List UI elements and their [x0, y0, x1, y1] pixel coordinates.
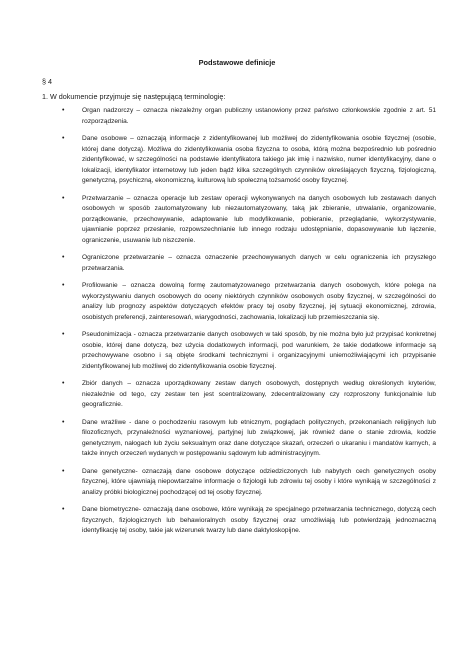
definition-item-restricted-processing [60, 253, 436, 274]
page-title: Podstawowe definicje [198, 58, 276, 67]
bullet-icon: • [62, 282, 65, 289]
definition-item-processing [60, 194, 436, 247]
bullet-icon: • [62, 380, 65, 387]
definition-text: Dane wrażliwe - dane o pochodzeniu rasowym lub etnicznym, poglądach politycznych, przekonaniach religijnych lub filozoficznych, przynależności wyznaniowej, partyjnej lub związkowej, jak również dane o stanie zdrowia, kodzie genetycznym, nałogach lub życiu seksualnym oraz dane dotyczące skazań, orzeczeń o ukaraniu i mandatów karnych, a także innych orzeczeń wydanych w postępowaniu sądowym lub administracyjnym. [82, 418, 436, 457]
definition-text: Dane osobowe – oznaczają informacje z zidentyfikowanej lub możliwej do zidentyfikowania osobie fizycznej (osobie, której dane dotyczą). Możliwa do zidentyfikowania osoba fizyczna to osoba, którą można bezpośrednio lub pośrednio zidentyfikować, w szczególności na podstawie identyfikatora takiego jak imię i nazwisko, numer identyfikacyjny, dane o lokalizacji, identyfikator internetowy lub jeden bądź kilka szczególnych czynników określających fizyczną, fizjologiczną, genetyczną, psychiczną, ekonomiczną, kulturową lub społeczną tożsamość osoby fizycznej. [82, 135, 436, 184]
bullet-icon: • [62, 107, 65, 114]
definition-item-pseudonymisation [60, 330, 436, 372]
definition-text: Dane biometryczne- oznaczają dane osobowe, które wynikają ze specjalnego przetwarzania technicznego, dotyczą cech fizycznych, fizjologicznych lub behawioralnych osoby fizycznej oraz umożliwiają lub potwierdzają jednoznaczną identyfikację tej osoby, takie jak wizerunek twarzy lub dane daktyloskopijne. [82, 506, 436, 534]
definition-item-data-set [60, 379, 436, 411]
definition-item-genetic-data [60, 467, 436, 499]
definitions-list [60, 106, 436, 544]
bullet-icon: • [62, 254, 65, 261]
definition-item-personal-data [60, 134, 436, 187]
definition-text: Zbiór danych – oznacza uporządkowany zestaw danych osobowych, dostępnych według określonych kryteriów, niezależnie od tego, czy zestaw ten jest scentralizowany, zdecentralizowany czy rozproszony funkcjonalnie lub geograficznie. [82, 380, 436, 408]
definition-text: Profilowanie – oznacza dowolną formę zautomatyzowanego przetwarzania danych osobowych, które polega na wykorzystywaniu danych osobowych do oceny niektórych czynników osobowych osoby fizycznej, w szczególności do analizy lub prognozy aspektów dotyczących efektów pracy tej osoby fizycznej, jej sytuacji ekonomicznej, zdrowia, osobistych preferencji, zainteresowań, wiarygodności, zachowania, lokalizacji lub przemieszczania się. [82, 282, 436, 321]
definition-text: Przetwarzanie – oznacza operacje lub zestaw operacji wykonywanych na danych osobowych lub zestawach danych osobowych w sposób zautomatyzowany lub niezautomatyzowany, taką jak zbieranie, utrwalanie, organizowanie, porządkowanie, przechowywanie, adaptowanie lub modyfikowanie, pobieranie, przeglądanie, wykorzystywanie, ujawnianie poprzez przesłanie, rozpowszechnianie lub innego rodzaju udostępnianie, dopasowywanie lub łączenie, ograniczenie, usuwanie lub niszczenie. [82, 194, 436, 244]
bullet-icon: • [62, 331, 65, 338]
definition-text: Pseudonimizacja - oznacza przetwarzanie danych osobowych w taki sposób, by nie można było już przypisać konkretnej osobie, której dane dotyczą, bez użycia dodatkowych informacji, pod warunkiem, że takie dodatkowe informacje są przechowywane osobno i są objęte środkami technicznymi i organizacyjnymi uniemożliwiającymi ich przypisanie zidentyfikowanej lub możliwej do zidentyfikowania osobie fizycznej. [82, 331, 436, 370]
definition-item-supervisory-authority [60, 106, 436, 127]
intro-text: 1. W dokumencie przyjmuje się następującą terminologię: [42, 92, 226, 101]
bullet-icon: • [62, 135, 65, 142]
definition-item-sensitive-data [60, 418, 436, 460]
section-number: § 4 [42, 77, 52, 86]
bullet-icon: • [62, 194, 65, 202]
definition-item-profiling [60, 281, 436, 323]
bullet-icon: • [62, 506, 65, 513]
definition-text: Dane genetyczne- oznaczają dane osobowe dotyczące odziedziczonych lub nabytych cech genetycznych osoby fizycznej, które ujawniają niepowtarzalne informacje o fizjologii lub zdrowiu tej osoby i które wynikają w szczególności z analizy próbki biologicznej pochodzącej od tej osoby fizycznej. [82, 467, 436, 496]
bullet-icon: • [62, 467, 65, 475]
bullet-icon: • [62, 418, 65, 426]
definition-text: Organ nadzorczy – oznacza niezależny organ publiczny ustanowiony przez państwo członkowskie zgodnie z art. 51 rozporządzenia. [82, 107, 436, 125]
definition-text: Ograniczone przetwarzanie – oznacza oznaczenie przechowywanych danych w celu ograniczenia ich przyszłego przetwarzania. [82, 254, 436, 272]
definition-item-biometric-data [60, 505, 436, 537]
